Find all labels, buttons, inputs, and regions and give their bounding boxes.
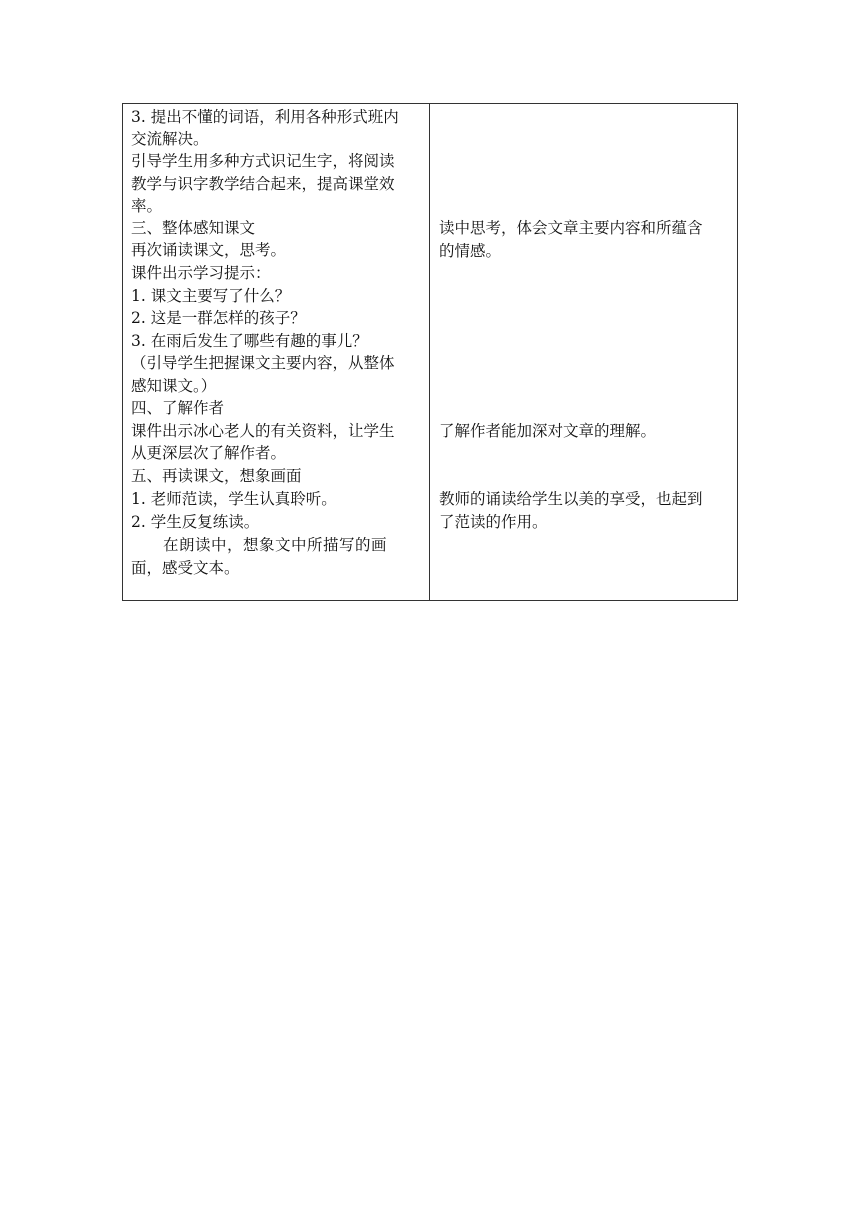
text-line: 率。 — [131, 197, 163, 215]
text-line: 再次诵读课文，思考。 — [131, 241, 287, 259]
text-line: 从更深层次了解作者。 — [131, 444, 287, 462]
text-line: 课件出示学习提示： — [131, 264, 271, 282]
lesson-plan-table — [122, 103, 738, 601]
text-line: 2. 学生反复练读。 — [131, 513, 260, 531]
text-line: 教学与识字教学结合起来，提高课堂效 — [131, 175, 395, 193]
text-line: 面，感受文本。 — [131, 559, 240, 577]
text-line: 1. 老师范读，学生认真聆听。 — [131, 490, 337, 508]
text-line: 读中思考，体会文章主要内容和所蕴含 — [439, 219, 703, 237]
text-line: 3. 提出不懂的词语，利用各种形式班内 — [131, 108, 399, 126]
section-heading: 三、整体感知课文 — [131, 219, 256, 237]
text-line: 3. 在雨后发生了哪些有趣的事儿？ — [131, 332, 368, 350]
teaching-process-column — [123, 104, 430, 600]
design-intent-column — [430, 104, 737, 600]
text-line: 在朗读中，想象文中所描写的画 — [163, 536, 388, 554]
text-line: 的情感。 — [439, 242, 502, 260]
section-heading: 四、了解作者 — [131, 399, 225, 417]
text-line: 引导学生用多种方式识记生字，将阅读 — [131, 152, 395, 170]
text-line: 感知课文。） — [131, 377, 217, 395]
text-line: 教师的诵读给学生以美的享受，也起到 — [439, 490, 703, 508]
section-heading: 五、再读课文，想象画面 — [131, 467, 302, 485]
text-line: （引导学生把握课文主要内容，从整体 — [131, 354, 395, 372]
text-line: 了范读的作用。 — [439, 513, 548, 531]
text-line: 课件出示冰心老人的有关资料，让学生 — [131, 422, 395, 440]
text-line: 1. 课文主要写了什么？ — [131, 287, 291, 305]
text-line: 2. 这是一群怎样的孩子？ — [131, 309, 306, 327]
text-line: 交流解决。 — [131, 130, 209, 148]
text-line: 了解作者能加深对文章的理解。 — [439, 422, 657, 440]
